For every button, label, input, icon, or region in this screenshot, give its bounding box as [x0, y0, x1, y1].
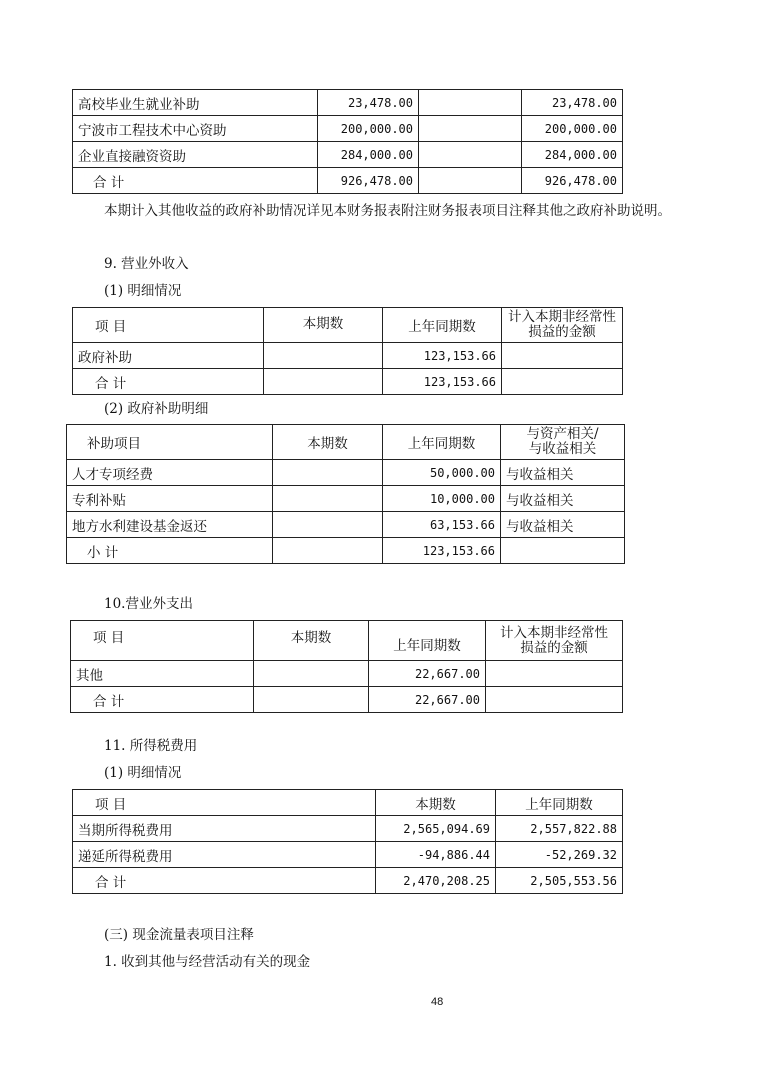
previous-value: 123,153.66: [383, 369, 502, 395]
current-value: [273, 460, 383, 486]
section-9-subtitle-2: (2) 政府补助明细: [104, 401, 209, 417]
row-label: 宁波市工程技术中心资助: [73, 116, 318, 142]
government-subsidy-detail-table: [66, 424, 625, 564]
header-current: 本期数: [264, 308, 383, 343]
previous-value: 123,153.66: [383, 538, 501, 564]
current-value: 2,565,094.69: [376, 816, 496, 842]
row-label: 合 计: [73, 369, 264, 395]
header-item: 项 目: [71, 621, 254, 661]
section-10-title: 10.营业外支出: [104, 596, 193, 612]
row-label: 当期所得税费用: [73, 816, 376, 842]
nonrecurring-value: 284,000.00: [522, 142, 623, 168]
section-3-item-1: 1. 收到其他与经营活动有关的现金: [104, 954, 311, 970]
relation-value: [501, 538, 625, 564]
current-value: [273, 486, 383, 512]
table-row: [73, 868, 623, 894]
previous-value: 22,667.00: [369, 661, 486, 687]
header-previous: 上年同期数: [383, 425, 501, 460]
section-9-title: 9. 营业外收入: [104, 256, 189, 272]
table-header-row: [71, 621, 623, 661]
header-nonrecurring-line2: 损益的金额: [520, 639, 588, 656]
page-number: 48: [431, 996, 444, 1008]
income-tax-table: [72, 789, 623, 894]
nonrecurring-value: 200,000.00: [522, 116, 623, 142]
nonrecurring-value: 926,478.00: [522, 168, 623, 194]
current-value: -94,886.44: [376, 842, 496, 868]
row-label: 递延所得税费用: [73, 842, 376, 868]
nonrecurring-value: 23,478.00: [522, 90, 623, 116]
previous-value: [419, 142, 522, 168]
header-current: 本期数: [376, 790, 496, 816]
previous-value: [419, 116, 522, 142]
header-item: 补助项目: [67, 425, 273, 460]
relation-value: 与收益相关: [501, 512, 625, 538]
table-row: [67, 460, 625, 486]
row-label: 专利补贴: [67, 486, 273, 512]
nonrecurring-value: [502, 343, 623, 369]
table-header-row: [73, 790, 623, 816]
table-row: [67, 486, 625, 512]
table-row: [71, 661, 623, 687]
subsidy-note: 本期计入其他收益的政府补助情况详见本财务报表附注财务报表项目注释其他之政府补助说明。: [104, 203, 671, 219]
table-row: [73, 369, 623, 395]
row-label: 政府补助: [73, 343, 264, 369]
previous-value: 10,000.00: [383, 486, 501, 512]
current-value: 200,000.00: [318, 116, 419, 142]
current-value: [264, 369, 383, 395]
row-label: 地方水利建设基金返还: [67, 512, 273, 538]
header-previous: 上年同期数: [383, 308, 502, 343]
row-label: 合 计: [71, 687, 254, 713]
section-11-subtitle-1: (1) 明细情况: [104, 765, 182, 781]
table-header-row: [73, 308, 623, 343]
row-label: 合 计: [73, 168, 318, 194]
section-3-title: (三) 现金流量表项目注释: [104, 927, 254, 943]
current-value: 926,478.00: [318, 168, 419, 194]
header-relation-line1: 与资产相关/: [526, 426, 599, 442]
table-row: [73, 816, 623, 842]
previous-value: 2,557,822.88: [496, 816, 623, 842]
header-relation-line2: 与收益相关: [528, 441, 597, 457]
subsidy-table: [72, 89, 623, 194]
table-row: [71, 687, 623, 713]
row-label: 人才专项经费: [67, 460, 273, 486]
current-value: [264, 343, 383, 369]
current-value: [254, 661, 369, 687]
header-nonrecurring-line2: 损益的金额: [528, 324, 596, 340]
current-value: 284,000.00: [318, 142, 419, 168]
header-relation: [501, 425, 625, 460]
row-label: 高校毕业生就业补助: [73, 90, 318, 116]
row-label: 企业直接融资资助: [73, 142, 318, 168]
previous-value: 50,000.00: [383, 460, 501, 486]
section-9-subtitle-1: (1) 明细情况: [104, 283, 182, 299]
table-row: [73, 343, 623, 369]
table-row: [73, 142, 623, 168]
current-value: [273, 512, 383, 538]
previous-value: 2,505,553.56: [496, 868, 623, 894]
non-operating-income-table: [72, 307, 623, 395]
header-nonrecurring: [486, 621, 623, 661]
current-value: [273, 538, 383, 564]
previous-value: [419, 168, 522, 194]
nonrecurring-value: [502, 369, 623, 395]
table-row: [67, 538, 625, 564]
row-label: 小 计: [67, 538, 273, 564]
previous-value: 63,153.66: [383, 512, 501, 538]
header-item: 项 目: [73, 790, 376, 816]
previous-value: -52,269.32: [496, 842, 623, 868]
header-current: 本期数: [254, 621, 369, 661]
header-previous: 上年同期数: [369, 621, 486, 661]
header-current: 本期数: [273, 425, 383, 460]
current-value: 23,478.00: [318, 90, 419, 116]
table-row: [73, 842, 623, 868]
header-item: 项 目: [73, 308, 264, 343]
section-11-title: 11. 所得税费用: [104, 738, 198, 754]
relation-value: 与收益相关: [501, 486, 625, 512]
table-header-row: [67, 425, 625, 460]
non-operating-expense-table: [70, 620, 623, 713]
table-row: [67, 512, 625, 538]
previous-value: 22,667.00: [369, 687, 486, 713]
previous-value: [419, 90, 522, 116]
current-value: [254, 687, 369, 713]
current-value: 2,470,208.25: [376, 868, 496, 894]
table-row: [73, 116, 623, 142]
header-nonrecurring: [502, 308, 623, 343]
previous-value: 123,153.66: [383, 343, 502, 369]
nonrecurring-value: [486, 687, 623, 713]
header-previous: 上年同期数: [496, 790, 623, 816]
relation-value: 与收益相关: [501, 460, 625, 486]
row-label: 其他: [71, 661, 254, 687]
table-row: [73, 168, 623, 194]
header-nonrecurring-line1: 计入本期非经常性: [500, 624, 608, 641]
row-label: 合 计: [73, 868, 376, 894]
nonrecurring-value: [486, 661, 623, 687]
header-nonrecurring-line1: 计入本期非经常性: [508, 309, 616, 325]
table-row: [73, 90, 623, 116]
